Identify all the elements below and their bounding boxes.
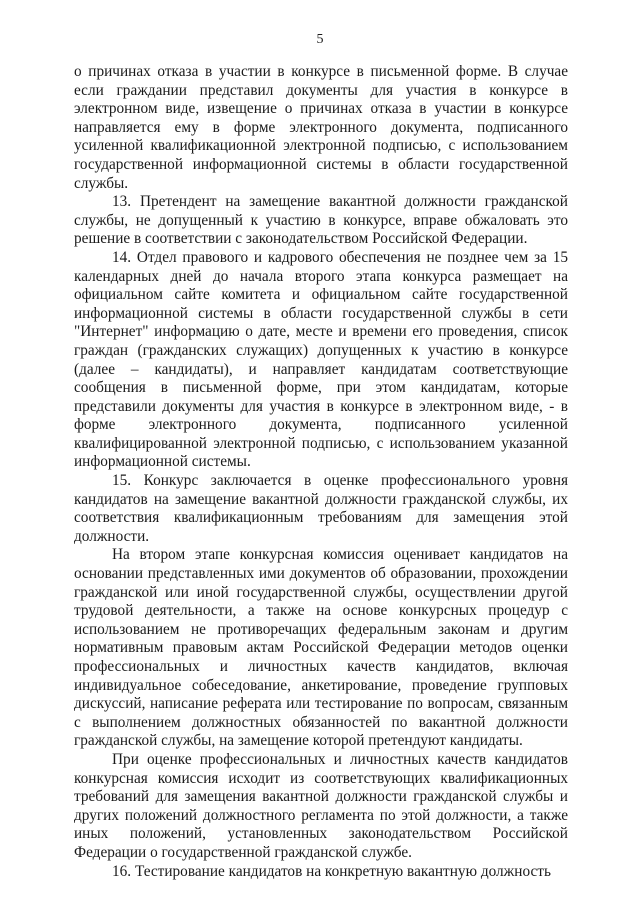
paragraph-13-appeal: 13. Претендент на замещение вакантной должности гражданской службы, не допущенный к участию в конкурсе, вправе обжаловать это решение в соответствии с законодательством Российской Федерации. xyxy=(74,193,568,248)
paragraph-assessment: При оценке профессиональных и личностных качеств кандидатов конкурсная комиссия исходит из соответствующих квалификационных требований для замещения вакантной должности гражданской службы и других положений должностного регламента по этой должности, а также иных положений, установленных законодательством Российской Федерации о государственной гражданской службе. xyxy=(74,750,568,861)
paragraph-14-publication: 14. Отдел правового и кадрового обеспечения не позднее чем за 15 календарных дней до начала второго этапа конкурса размещает на официальном сайте комитета и официальном сайте государственной информационной системы в области государственной службы в сети "Интернет" информацию о дате, месте и времени его проведения, список граждан (гражданских служащих) допущенных к участию в конкурсе (далее – кандидаты), и направляет кандидатам соответствующие сообщения в письменной форме, при этом кандидатам, которые представили документы для участия в конкурсе в электронном виде, - в форме электронного документа, подписанного усиленной квалифицированной электронной подписью, с использованием указанной информационной системы. xyxy=(74,248,568,471)
paragraph-15-competition: 15. Конкурс заключается в оценке профессионального уровня кандидатов на замещение вакантной должности гражданской службы, их соответствия квалификационным требованиям для замещения этой должности. xyxy=(74,472,568,545)
paragraph-second-stage: На втором этапе конкурсная комиссия оценивает кандидатов на основании представленных ими документов об образовании, прохождении гражданской или иной государственной службы, осуществлении другой трудовой деятельности, а также на основе конкурсных процедур с использованием не противоречащих федеральным законам и другим нормативным правовым актам Российской Федерации методов оценки профессиональных и личностных качеств кандидатов, включая индивидуальное собеседование, анкетирование, проведение групповых дискуссий, написание реферата или тестирование по вопросам, связанным с выполнением должностных обязанностей по вакантной должности гражданской службы, на замещение которой претендуют кандидаты. xyxy=(74,546,568,750)
page-number: 5 xyxy=(316,32,324,47)
paragraph-16-testing: 16. Тестирование кандидатов на конкретную вакантную должность xyxy=(112,862,551,880)
paragraph-refusal-notice: о причинах отказа в участии в конкурсе в письменной форме. В случае если граждании представил документы для участия в конкурсе в электронном виде, извещение о причинах отказа в участии в конкурсе направляется ему в форме электронного документа, подписанного усиленной квалификационной электронной подписью, с использованием государственной информационной системы в области государственной службы. xyxy=(74,63,568,192)
document-body xyxy=(74,63,568,881)
